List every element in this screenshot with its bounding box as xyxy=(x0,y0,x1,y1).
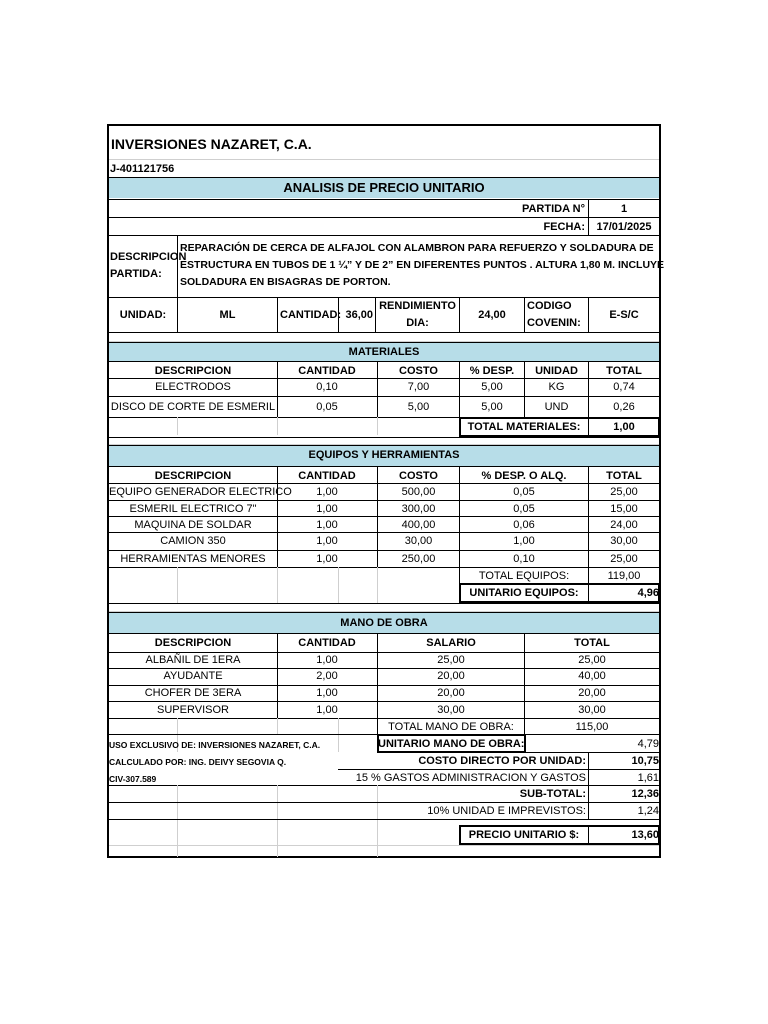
mo-row2-cantidad: 2,00 xyxy=(316,670,338,682)
eq-row2-desp: 0,05 xyxy=(513,503,535,515)
codigo-value: E-S/C xyxy=(609,309,639,321)
mat-row1-total: 0,74 xyxy=(613,381,635,393)
mo-row4-salario: 30,00 xyxy=(437,704,465,716)
eq-row3-cantidad: 1,00 xyxy=(316,519,338,531)
mo-row2-total: 40,00 xyxy=(578,670,606,682)
mo-row1-salario: 25,00 xyxy=(437,654,465,666)
mat-row2-unidad: UND xyxy=(544,401,569,413)
imprevistos-value: 1,24 xyxy=(637,805,659,817)
costo-directo-label: COSTO DIRECTO POR UNIDAD: xyxy=(418,755,586,767)
mat-row1-unidad: KG xyxy=(548,381,565,393)
costo-directo-value: 10,75 xyxy=(631,755,659,767)
mo-header-total: TOTAL xyxy=(574,637,610,649)
mat-row2-cantidad: 0,05 xyxy=(316,401,338,413)
mo-row2-salario: 20,00 xyxy=(437,670,465,682)
mat-row2-desp: 5,00 xyxy=(481,401,503,413)
mat-row1-cantidad: 0,10 xyxy=(316,381,338,393)
unitario-mano-obra-value: 4,79 xyxy=(637,738,659,750)
fecha-label: FECHA: xyxy=(543,221,585,233)
eq-row1-total: 25,00 xyxy=(610,486,638,498)
mo-row1-cantidad: 1,00 xyxy=(316,654,338,666)
civ-number: CIV-307.589 xyxy=(109,774,157,784)
partida-number: 1 xyxy=(620,203,628,215)
uso-exclusivo: USO EXCLUSIVO DE: INVERSIONES NAZARET, C.A. xyxy=(109,740,321,750)
page-title: ANALISIS DE PRECIO UNITARIO xyxy=(283,180,485,195)
eq-header-total: TOTAL xyxy=(606,470,642,482)
eq-row3-total: 24,00 xyxy=(610,519,638,531)
eq-row2-cantidad: 1,00 xyxy=(316,503,338,515)
company-name: INVERSIONES NAZARET, C.A. xyxy=(111,136,312,152)
mat-header-unidad: UNIDAD xyxy=(535,365,578,377)
eq-row2-descripcion: ESMERIL ELECTRICO 7" xyxy=(129,503,257,515)
eq-row1-cantidad: 1,00 xyxy=(316,486,338,498)
mo-row3-cantidad: 1,00 xyxy=(316,687,338,699)
mo-header-cantidad: CANTIDAD xyxy=(298,637,356,649)
eq-header-costo: COSTO xyxy=(399,470,438,482)
imprevistos-label: 10% UNIDAD E IMPREVISTOS: xyxy=(427,805,586,817)
descripcion-text-line2: ESTRUCTURA EN TUBOS DE 1 ¼” Y DE 2” EN DIFERENTES PUNTOS . ALTURA 1,80 M. INCLUYE xyxy=(180,259,665,271)
eq-row5-desp: 0,10 xyxy=(513,553,535,565)
mat-row1-descripcion: ELECTRODOS xyxy=(155,381,231,393)
precio-unitario-label: PRECIO UNITARIO $: xyxy=(468,829,580,841)
descripcion-text-line1: REPARACIÓN DE CERCA DE ALFAJOL CON ALAMBRON PARA REFUERZO Y SOLDADURA DE xyxy=(180,242,654,254)
total-equipos-label: TOTAL EQUIPOS: xyxy=(478,570,570,582)
rendimiento-label-line1: RENDIMIENTO xyxy=(379,300,456,312)
mo-row2-descripcion: AYUDANTE xyxy=(163,670,223,682)
price-analysis-sheet xyxy=(107,124,665,858)
mat-header-desp: % DESP. xyxy=(469,365,515,377)
mat-header-cantidad: CANTIDAD xyxy=(298,365,356,377)
unitario-equipos-label: UNITARIO EQUIPOS: xyxy=(469,587,579,599)
total-mano-obra-label: TOTAL MANO DE OBRA: xyxy=(388,721,514,733)
eq-row2-costo: 300,00 xyxy=(401,503,436,515)
partida-label: PARTIDA N° xyxy=(521,203,585,215)
gastos-label: 15 % GASTOS ADMINISTRACION Y GASTOS xyxy=(355,772,586,784)
materiales-title: MATERIALES xyxy=(348,346,420,358)
eq-row4-total: 30,00 xyxy=(610,535,638,547)
eq-header-desp: % DESP. O ALQ. xyxy=(481,470,567,482)
mat-header-total: TOTAL xyxy=(606,365,642,377)
gastos-value: 1,61 xyxy=(637,772,659,784)
total-materiales-label: TOTAL MATERIALES: xyxy=(467,421,581,433)
mat-row2-descripcion: DISCO DE CORTE DE ESMERIL xyxy=(110,401,276,413)
mat-header-costo: COSTO xyxy=(399,365,438,377)
mat-row1-costo: 7,00 xyxy=(407,381,430,393)
eq-row5-total: 25,00 xyxy=(610,553,638,565)
unitario-equipos-value: 4,96 xyxy=(637,587,659,599)
mano-obra-title: MANO DE OBRA xyxy=(340,617,428,629)
mo-row3-salario: 20,00 xyxy=(437,687,465,699)
mat-header-descripcion: DESCRIPCION xyxy=(154,365,232,377)
mat-row1-desp: 5,00 xyxy=(481,381,503,393)
subtotal-value: 12,36 xyxy=(631,788,659,800)
mo-row4-descripcion: SUPERVISOR xyxy=(157,704,229,716)
total-mano-obra-value: 115,00 xyxy=(575,721,609,733)
codigo-label-line1: CODIGO xyxy=(527,300,572,312)
rendimiento-label-line2: DIA: xyxy=(406,317,429,329)
eq-row3-desp: 0,06 xyxy=(513,519,535,531)
mo-row4-total: 30,00 xyxy=(578,704,606,716)
eq-row1-descripcion: EQUIPO GENERADOR ELECTRICO xyxy=(109,486,292,498)
eq-row4-descripcion: CAMION 350 xyxy=(160,535,226,547)
unidad-value: ML xyxy=(219,309,236,321)
eq-row3-descripcion: MAQUINA DE SOLDAR xyxy=(134,519,252,531)
eq-row5-costo: 250,00 xyxy=(401,553,436,565)
mo-row3-total: 20,00 xyxy=(578,687,606,699)
rendimiento-value: 24,00 xyxy=(478,309,506,321)
eq-row1-costo: 500,00 xyxy=(401,486,436,498)
descripcion-label-line1: DESCRIPCION xyxy=(110,251,187,263)
precio-unitario-value: 13,60 xyxy=(631,829,659,841)
mat-row2-costo: 5,00 xyxy=(407,401,430,413)
eq-row4-cantidad: 1,00 xyxy=(316,535,338,547)
codigo-label-line2: COVENIN: xyxy=(527,317,581,329)
total-equipos-value: 119,00 xyxy=(607,570,641,582)
unidad-label: UNIDAD: xyxy=(119,309,167,321)
cantidad-value: 36,00 xyxy=(345,309,373,321)
eq-row2-total: 15,00 xyxy=(610,503,638,515)
mo-row1-descripcion: ALBAÑIL DE 1ERA xyxy=(145,654,241,666)
equipos-title: EQUIPOS Y HERRAMIENTAS xyxy=(308,449,460,461)
subtotal-label: SUB-TOTAL: xyxy=(519,788,586,800)
mo-row4-cantidad: 1,00 xyxy=(316,704,338,716)
eq-row5-descripcion: HERRAMIENTAS MENORES xyxy=(120,553,266,565)
eq-row4-desp: 1,00 xyxy=(513,535,535,547)
mat-row2-total: 0,26 xyxy=(613,401,635,413)
eq-row1-desp: 0,05 xyxy=(513,486,535,498)
descripcion-text-line3: SOLDADURA EN BISAGRAS DE PORTON. xyxy=(180,276,391,288)
mo-row3-descripcion: CHOFER DE 3ERA xyxy=(144,687,242,699)
company-rif: J-401121756 xyxy=(110,163,175,175)
mo-header-descripcion: DESCRIPCION xyxy=(154,637,232,649)
total-materiales-value: 1,00 xyxy=(613,421,635,433)
eq-row5-cantidad: 1,00 xyxy=(316,553,338,565)
eq-header-descripcion: DESCRIPCION xyxy=(154,470,232,482)
descripcion-label-line2: PARTIDA: xyxy=(110,268,162,280)
mo-row1-total: 25,00 xyxy=(578,654,606,666)
calculado-por: CALCULADO POR: ING. DEIVY SEGOVIA Q. xyxy=(109,757,287,767)
cantidad-label: CANTIDAD: xyxy=(280,309,342,321)
eq-row3-costo: 400,00 xyxy=(401,519,436,531)
eq-header-cantidad: CANTIDAD xyxy=(298,470,356,482)
mo-header-salario: SALARIO xyxy=(426,637,476,649)
unitario-mano-obra-label: UNITARIO MANO DE OBRA: xyxy=(378,738,525,750)
eq-row4-costo: 30,00 xyxy=(404,535,433,547)
fecha-value: 17/01/2025 xyxy=(596,221,652,233)
